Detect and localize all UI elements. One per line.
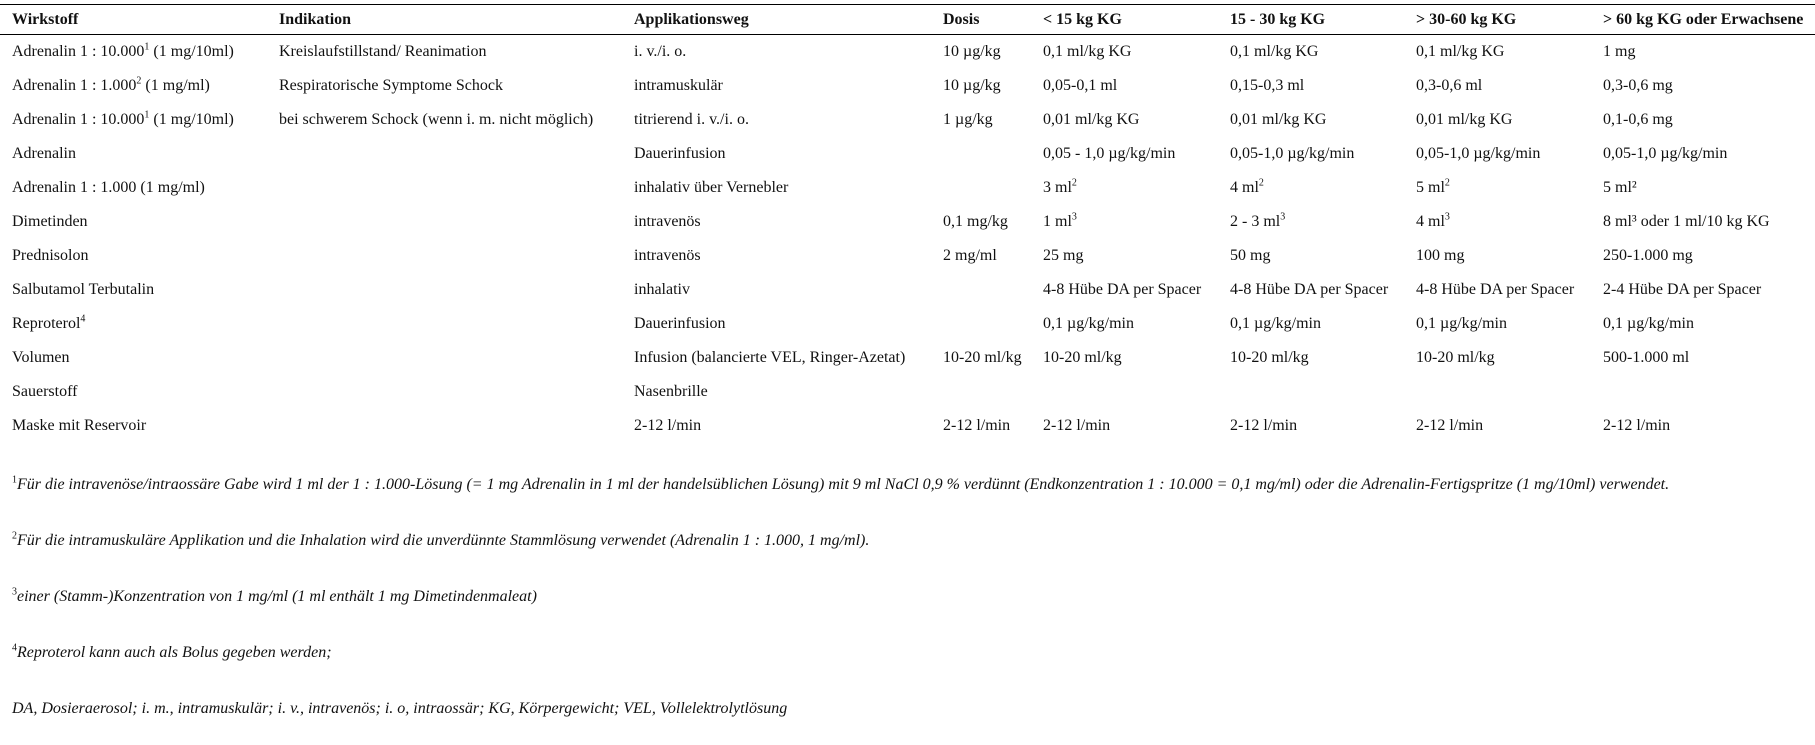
table-row	[0, 341, 1815, 375]
cell-dosis	[931, 137, 1031, 171]
cell-text: 0,05 - 1,0 µg/kg/min	[1043, 144, 1176, 162]
cell-text: 0,1-0,6 mg	[1603, 110, 1673, 128]
cell-text: 0,1 ml/kg KG	[1416, 42, 1505, 60]
cell-text: 10-20 ml/kg	[1043, 348, 1122, 366]
cell-under-15kg	[1031, 239, 1218, 273]
cell-30-60kg	[1404, 409, 1591, 443]
cell-15-30kg	[1218, 137, 1404, 171]
cell-15-30kg	[1218, 307, 1404, 341]
cell-over-60kg	[1591, 375, 1815, 409]
table-row	[0, 409, 1815, 443]
cell-text: 0,1 µg/kg/min	[1603, 314, 1694, 332]
cell-wirkstoff	[0, 137, 267, 171]
cell-text: 2-12 l/min	[1603, 416, 1671, 434]
cell-over-60kg	[1591, 205, 1815, 239]
table-row	[0, 137, 1815, 171]
cell-dosis	[931, 273, 1031, 307]
cell-30-60kg	[1404, 239, 1591, 273]
header-wirkstoff: Wirkstoff	[0, 5, 267, 35]
cell-under-15kg	[1031, 137, 1218, 171]
footnote-ref: 2	[1258, 177, 1264, 189]
cell-text: 50 mg	[1230, 246, 1271, 264]
table-row	[0, 35, 1815, 69]
cell-dosis	[931, 103, 1031, 137]
cell-text: 500-1.000 ml	[1603, 348, 1690, 366]
footnote-marker: 2	[12, 530, 17, 542]
cell-indikation	[267, 69, 622, 103]
cell-text: bei schwerem Schock (wenn i. m. nicht möglich)	[279, 110, 594, 128]
cell-text: intravenös	[634, 246, 701, 264]
header-30-60kg: > 30-60 kg KG	[1404, 5, 1591, 35]
cell-wirkstoff	[0, 307, 267, 341]
cell-wirkstoff	[0, 171, 267, 205]
cell-applikationsweg	[622, 171, 931, 205]
cell-text: 0,1 µg/kg/min	[1230, 314, 1321, 332]
cell-text: 0,01 ml/kg KG	[1416, 110, 1513, 128]
cell-text: 2 - 3 ml	[1230, 212, 1281, 230]
cell-over-60kg	[1591, 137, 1815, 171]
cell-15-30kg	[1218, 273, 1404, 307]
cell-text: Adrenalin 1 : 10.000	[12, 42, 145, 60]
cell-under-15kg	[1031, 35, 1218, 69]
cell-wirkstoff	[0, 341, 267, 375]
cell-over-60kg	[1591, 103, 1815, 137]
footnote-text: Für die intramuskuläre Applikation und die Inhalation wird die unverdünnte Stammlösung verwendet (Adrenalin 1 : 1.000, 1 mg/ml).	[17, 532, 870, 549]
footnotes	[12, 470, 1802, 723]
cell-over-60kg	[1591, 341, 1815, 375]
table-row	[0, 205, 1815, 239]
cell-wirkstoff	[0, 69, 267, 103]
cell-applikationsweg	[622, 375, 931, 409]
cell-text: 5 ml	[1416, 178, 1445, 196]
cell-text: 25 mg	[1043, 246, 1084, 264]
cell-applikationsweg	[622, 103, 931, 137]
cell-wirkstoff	[0, 273, 267, 307]
cell-text: Kreislaufstillstand/ Reanimation	[279, 42, 487, 60]
cell-15-30kg	[1218, 239, 1404, 273]
cell-text: 4 ml	[1230, 178, 1259, 196]
cell-text: 2-12 l/min	[634, 416, 702, 434]
footnote-ref: 3	[1071, 211, 1077, 223]
cell-over-60kg	[1591, 409, 1815, 443]
cell-indikation	[267, 273, 622, 307]
footnote-text: einer (Stamm-)Konzentration von 1 mg/ml (1 ml enthält 1 mg Dimetindenmaleat)	[17, 588, 537, 605]
cell-text: 4-8 Hübe DA per Spacer	[1043, 280, 1202, 298]
header-indikation: Indikation	[267, 5, 622, 35]
cell-applikationsweg	[622, 137, 931, 171]
cell-indikation	[267, 35, 622, 69]
cell-text: 0,15-0,3 ml	[1230, 76, 1305, 94]
cell-text: Salbutamol Terbutalin	[12, 280, 155, 298]
cell-indikation	[267, 375, 622, 409]
cell-30-60kg	[1404, 69, 1591, 103]
cell-15-30kg	[1218, 341, 1404, 375]
table-row	[0, 239, 1815, 273]
cell-text: 8 ml³ oder 1 ml/10 kg KG	[1603, 212, 1770, 230]
footnote-ref: 3	[1444, 211, 1450, 223]
cell-over-60kg	[1591, 239, 1815, 273]
cell-30-60kg	[1404, 375, 1591, 409]
cell-text: 10 µg/kg	[943, 76, 1001, 94]
cell-text: Dimetinden	[12, 212, 88, 230]
abbreviations: DA, Dosieraerosol; i. m., intramuskulär; i. v., intravenös; i. o, intraossär; KG, Körpergewicht; VEL, Vollelektrolytlösung	[12, 700, 788, 717]
cell-30-60kg	[1404, 273, 1591, 307]
cell-text: intravenös	[634, 212, 701, 230]
cell-text: 0,1 ml/kg KG	[1043, 42, 1132, 60]
table-row	[0, 171, 1815, 205]
cell-under-15kg	[1031, 375, 1218, 409]
cell-text: Dauerinfusion	[634, 144, 726, 162]
footnote-ref: 2	[1071, 177, 1077, 189]
cell-text: Adrenalin 1 : 10.000	[12, 110, 145, 128]
cell-text: Dauerinfusion	[634, 314, 726, 332]
cell-text: 4-8 Hübe DA per Spacer	[1230, 280, 1389, 298]
cell-text: 0,01 ml/kg KG	[1043, 110, 1140, 128]
cell-over-60kg	[1591, 35, 1815, 69]
cell-text: 250-1.000 mg	[1603, 246, 1693, 264]
cell-dosis	[931, 69, 1031, 103]
cell-text: 10 µg/kg	[943, 42, 1001, 60]
cell-text: 0,05-1,0 µg/kg/min	[1603, 144, 1728, 162]
cell-text: 2-12 l/min	[943, 416, 1011, 434]
cell-text: 1 mg	[1603, 42, 1636, 60]
cell-under-15kg	[1031, 307, 1218, 341]
cell-text: Infusion (balancierte VEL, Ringer-Azetat)	[634, 348, 906, 366]
footnote-2	[12, 526, 1802, 555]
cell-15-30kg	[1218, 35, 1404, 69]
cell-text: Adrenalin	[12, 144, 76, 162]
footnote-marker: 4	[12, 642, 17, 654]
cell-over-60kg	[1591, 273, 1815, 307]
cell-applikationsweg	[622, 35, 931, 69]
cell-wirkstoff	[0, 375, 267, 409]
cell-text: 0,1 µg/kg/min	[1416, 314, 1507, 332]
footnote-3	[12, 582, 1802, 611]
cell-indikation	[267, 137, 622, 171]
cell-dosis	[931, 409, 1031, 443]
table-row	[0, 103, 1815, 137]
cell-under-15kg	[1031, 341, 1218, 375]
cell-indikation	[267, 239, 622, 273]
cell-text: Sauerstoff	[12, 382, 78, 400]
table-row	[0, 307, 1815, 341]
cell-over-60kg	[1591, 307, 1815, 341]
cell-15-30kg	[1218, 205, 1404, 239]
footnote-ref: 4	[80, 313, 86, 325]
cell-applikationsweg	[622, 409, 931, 443]
cell-text: 100 mg	[1416, 246, 1465, 264]
cell-dosis	[931, 239, 1031, 273]
cell-applikationsweg	[622, 69, 931, 103]
footnote-marker: 3	[12, 586, 17, 598]
header-row	[0, 5, 1815, 35]
cell-text: 0,05-0,1 ml	[1043, 76, 1118, 94]
cell-15-30kg	[1218, 375, 1404, 409]
cell-text: inhalativ	[634, 280, 690, 298]
cell-30-60kg	[1404, 103, 1591, 137]
header-dosis: Dosis	[931, 5, 1031, 35]
cell-text: 2-12 l/min	[1043, 416, 1111, 434]
cell-text: 0,3-0,6 mg	[1603, 76, 1673, 94]
cell-text: 1 µg/kg	[943, 110, 993, 128]
cell-text: 10-20 ml/kg	[1416, 348, 1495, 366]
cell-30-60kg	[1404, 205, 1591, 239]
footnote-4	[12, 638, 1802, 667]
cell-wirkstoff	[0, 35, 267, 69]
cell-indikation	[267, 171, 622, 205]
cell-text: Maske mit Reservoir	[12, 416, 147, 434]
cell-text: 4 ml	[1416, 212, 1445, 230]
cell-applikationsweg	[622, 341, 931, 375]
cell-text: 0,1 ml/kg KG	[1230, 42, 1319, 60]
cell-indikation	[267, 307, 622, 341]
cell-text: Nasenbrille	[634, 382, 708, 400]
table-row	[0, 375, 1815, 409]
footnote-ref: 2	[1444, 177, 1450, 189]
cell-wirkstoff	[0, 205, 267, 239]
cell-under-15kg	[1031, 103, 1218, 137]
cell-under-15kg	[1031, 409, 1218, 443]
cell-applikationsweg	[622, 307, 931, 341]
cell-text: 2-12 l/min	[1230, 416, 1298, 434]
footnote-ref: 2	[136, 75, 142, 87]
cell-text-suffix: (1 mg/10ml)	[149, 42, 234, 60]
cell-15-30kg	[1218, 409, 1404, 443]
table-body	[0, 35, 1815, 443]
cell-text: titrierend i. v./i. o.	[634, 110, 749, 128]
header-15-30kg: 15 - 30 kg KG	[1218, 5, 1404, 35]
cell-text: 0,01 ml/kg KG	[1230, 110, 1327, 128]
cell-applikationsweg	[622, 239, 931, 273]
cell-15-30kg	[1218, 69, 1404, 103]
footnote-text: Für die intravenöse/intraossäre Gabe wird 1 ml der 1 : 1.000-Lösung (= 1 mg Adrenalin in 1 ml der handelsüblichen Lösung) mit 9 ml NaCl 0,9 % verdünnt (Endkonzentration 1 : 10.000 = 0,1 mg/ml) oder die Adrenalin-Fertigspritze (1 mg/10ml) verwendet.	[17, 476, 1670, 493]
cell-text: 2-4 Hübe DA per Spacer	[1603, 280, 1762, 298]
cell-text: i. v./i. o.	[634, 42, 687, 60]
cell-text: 0,05-1,0 µg/kg/min	[1416, 144, 1541, 162]
cell-15-30kg	[1218, 171, 1404, 205]
cell-15-30kg	[1218, 103, 1404, 137]
cell-dosis	[931, 205, 1031, 239]
cell-under-15kg	[1031, 273, 1218, 307]
footnote-marker: 1	[12, 474, 17, 486]
cell-text: intramuskulär	[634, 76, 723, 94]
cell-under-15kg	[1031, 205, 1218, 239]
cell-text: Volumen	[12, 348, 70, 366]
cell-wirkstoff	[0, 239, 267, 273]
footnote-ref: 1	[144, 41, 150, 53]
cell-text: Respiratorische Symptome Schock	[279, 76, 503, 94]
cell-text: 0,05-1,0 µg/kg/min	[1230, 144, 1355, 162]
cell-text: 10-20 ml/kg	[1230, 348, 1309, 366]
cell-dosis	[931, 307, 1031, 341]
cell-wirkstoff	[0, 409, 267, 443]
cell-text-suffix: (1 mg/10ml)	[149, 110, 234, 128]
footnote-1	[12, 470, 1802, 499]
cell-indikation	[267, 205, 622, 239]
cell-over-60kg	[1591, 69, 1815, 103]
cell-text: 4-8 Hübe DA per Spacer	[1416, 280, 1575, 298]
header-over-60kg: > 60 kg KG oder Erwachsene	[1591, 5, 1815, 35]
cell-30-60kg	[1404, 171, 1591, 205]
cell-text: Adrenalin 1 : 1.000 (1 mg/ml)	[12, 178, 205, 196]
cell-text: 10-20 ml/kg	[943, 348, 1022, 366]
cell-30-60kg	[1404, 341, 1591, 375]
cell-text: Reproterol	[12, 314, 81, 332]
cell-indikation	[267, 409, 622, 443]
footnote-ref: 3	[1280, 211, 1286, 223]
cell-dosis	[931, 171, 1031, 205]
table-row	[0, 273, 1815, 307]
cell-wirkstoff	[0, 103, 267, 137]
cell-30-60kg	[1404, 307, 1591, 341]
cell-text-suffix: (1 mg/ml)	[141, 76, 210, 94]
footnote-text: Reproterol kann auch als Bolus gegeben werden;	[17, 644, 332, 661]
cell-applikationsweg	[622, 205, 931, 239]
table-row	[0, 69, 1815, 103]
cell-dosis	[931, 341, 1031, 375]
dosage-table	[0, 4, 1815, 443]
cell-over-60kg	[1591, 171, 1815, 205]
cell-text: 2-12 l/min	[1416, 416, 1484, 434]
cell-indikation	[267, 341, 622, 375]
cell-text: 5 ml²	[1603, 178, 1637, 196]
header-under-15kg: < 15 kg KG	[1031, 5, 1218, 35]
table-header	[0, 5, 1815, 35]
cell-text: 0,1 mg/kg	[943, 212, 1008, 230]
cell-dosis	[931, 375, 1031, 409]
footnote-ref: 1	[144, 109, 150, 121]
cell-30-60kg	[1404, 35, 1591, 69]
cell-text: Adrenalin 1 : 1.000	[12, 76, 137, 94]
header-applikationsweg: Applikationsweg	[622, 5, 931, 35]
cell-under-15kg	[1031, 171, 1218, 205]
cell-applikationsweg	[622, 273, 931, 307]
cell-30-60kg	[1404, 137, 1591, 171]
cell-text: 1 ml	[1043, 212, 1072, 230]
cell-text: 0,1 µg/kg/min	[1043, 314, 1134, 332]
cell-dosis	[931, 35, 1031, 69]
cell-text: 0,3-0,6 ml	[1416, 76, 1483, 94]
cell-text: inhalativ über Vernebler	[634, 178, 789, 196]
cell-text: Prednisolon	[12, 246, 89, 264]
cell-text: 3 ml	[1043, 178, 1072, 196]
cell-under-15kg	[1031, 69, 1218, 103]
cell-indikation	[267, 103, 622, 137]
cell-text: 2 mg/ml	[943, 246, 997, 264]
